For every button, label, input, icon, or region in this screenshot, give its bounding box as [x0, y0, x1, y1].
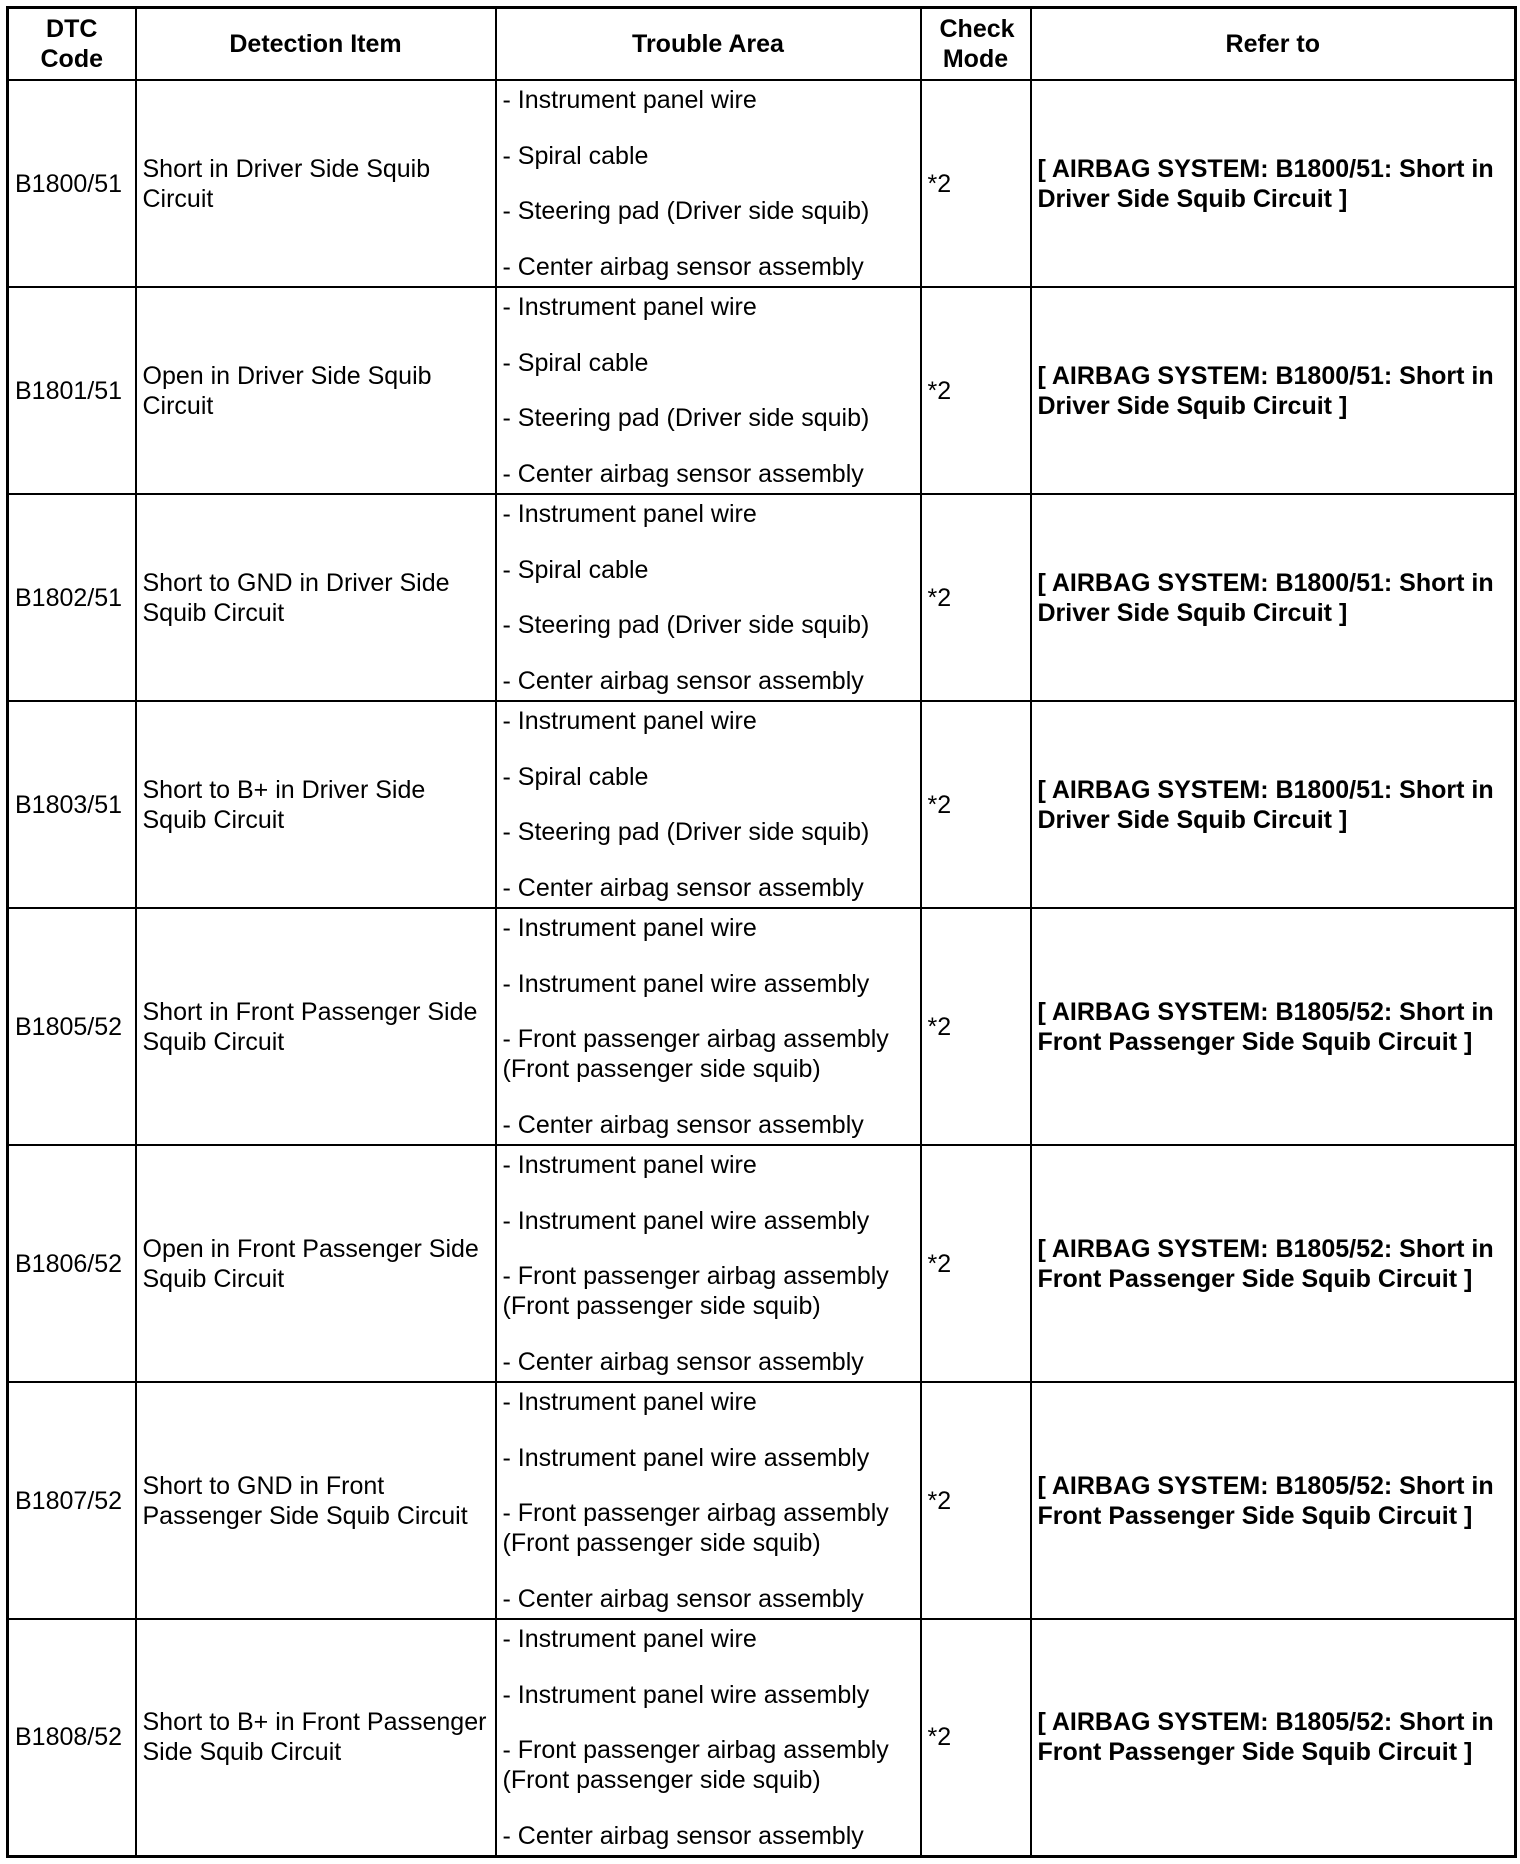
- trouble-area-item: - Front passenger airbag assembly (Front passenger side squib): [502, 1499, 889, 1558]
- trouble-area-item: - Instrument panel wire assembly: [502, 969, 870, 998]
- refer-to-link: [ AIRBAG SYSTEM: B1805/52: Short in Front Passenger Side Squib Circuit ]: [1031, 1619, 1516, 1856]
- trouble-area-item: - Center airbag sensor assembly: [502, 873, 864, 902]
- trouble-area-item: - Spiral cable: [502, 141, 649, 170]
- trouble-area-list: [503, 288, 914, 493]
- trouble-area-list: [503, 1146, 914, 1381]
- trouble-area-list: [503, 702, 914, 907]
- trouble-area-item: - Front passenger airbag assembly (Front passenger side squib): [502, 1262, 889, 1321]
- trouble-area-cell: [496, 80, 921, 287]
- trouble-area-item: - Spiral cable: [502, 762, 649, 791]
- check-mode-cell: *2: [921, 1619, 1031, 1856]
- trouble-area-cell: [496, 494, 921, 701]
- dtc-code-cell: B1802/51: [8, 494, 136, 701]
- refer-to-link: [ AIRBAG SYSTEM: B1800/51: Short in Driver Side Squib Circuit ]: [1031, 80, 1516, 287]
- dtc-code-cell: B1808/52: [8, 1619, 136, 1856]
- trouble-area-cell: [496, 287, 921, 494]
- header-detection-item: Detection Item: [136, 8, 496, 81]
- trouble-area-item: - Instrument panel wire assembly: [502, 1680, 870, 1709]
- refer-to-link: [ AIRBAG SYSTEM: B1805/52: Short in Front Passenger Side Squib Circuit ]: [1031, 1145, 1516, 1382]
- trouble-area-cell: [496, 1382, 921, 1619]
- dtc-code-cell: B1807/52: [8, 1382, 136, 1619]
- trouble-area-cell: [496, 908, 921, 1145]
- trouble-area-item: - Instrument panel wire: [502, 293, 757, 321]
- trouble-area-item: - Instrument panel wire: [502, 1388, 757, 1416]
- table-row: [8, 908, 1516, 1145]
- header-check-mode: Check Mode: [921, 8, 1031, 81]
- header-trouble-area: Trouble Area: [496, 8, 921, 81]
- refer-to-link: [ AIRBAG SYSTEM: B1800/51: Short in Driver Side Squib Circuit ]: [1031, 494, 1516, 701]
- trouble-area-list: [503, 1620, 914, 1855]
- detection-item-cell: Open in Driver Side Squib Circuit: [136, 287, 496, 494]
- check-mode-cell: *2: [921, 1382, 1031, 1619]
- dtc-table: [6, 6, 1517, 1858]
- check-mode-cell: *2: [921, 287, 1031, 494]
- trouble-area-item: - Instrument panel wire: [502, 707, 757, 735]
- detection-item-cell: Open in Front Passenger Side Squib Circuit: [136, 1145, 496, 1382]
- trouble-area-item: - Spiral cable: [502, 555, 649, 584]
- trouble-area-item: - Steering pad (Driver side squib): [502, 611, 870, 640]
- trouble-area-list: [503, 909, 914, 1144]
- trouble-area-item: - Center airbag sensor assembly: [502, 1584, 864, 1613]
- trouble-area-item: - Instrument panel wire assembly: [502, 1206, 870, 1235]
- trouble-area-item: - Front passenger airbag assembly (Front passenger side squib): [502, 1736, 889, 1794]
- trouble-area-cell: [496, 1619, 921, 1856]
- trouble-area-list: [503, 1383, 914, 1618]
- trouble-area-list: [503, 495, 914, 700]
- table-row: [8, 1619, 1516, 1856]
- dtc-code-cell: B1801/51: [8, 287, 136, 494]
- dtc-code-cell: B1800/51: [8, 80, 136, 287]
- check-mode-cell: *2: [921, 701, 1031, 908]
- header-refer-to: Refer to: [1031, 8, 1516, 81]
- refer-to-link: [ AIRBAG SYSTEM: B1800/51: Short in Driver Side Squib Circuit ]: [1031, 287, 1516, 494]
- table-row: [8, 287, 1516, 494]
- trouble-area-item: - Steering pad (Driver side squib): [502, 197, 870, 226]
- table-row: [8, 701, 1516, 908]
- trouble-area-cell: [496, 701, 921, 908]
- table-row: [8, 1145, 1516, 1382]
- trouble-area-item: - Instrument panel wire: [502, 1625, 757, 1653]
- trouble-area-item: - Instrument panel wire: [502, 86, 757, 114]
- refer-to-link: [ AIRBAG SYSTEM: B1800/51: Short in Driver Side Squib Circuit ]: [1031, 701, 1516, 908]
- trouble-area-item: - Center airbag sensor assembly: [502, 252, 864, 281]
- trouble-area-item: - Instrument panel wire: [502, 500, 757, 528]
- detection-item-cell: Short to B+ in Front Passenger Side Squib Circuit: [136, 1619, 496, 1856]
- check-mode-cell: *2: [921, 908, 1031, 1145]
- table-header-row: [8, 8, 1516, 81]
- table-row: [8, 494, 1516, 701]
- refer-to-link: [ AIRBAG SYSTEM: B1805/52: Short in Front Passenger Side Squib Circuit ]: [1031, 908, 1516, 1145]
- refer-to-link: [ AIRBAG SYSTEM: B1805/52: Short in Front Passenger Side Squib Circuit ]: [1031, 1382, 1516, 1619]
- detection-item-cell: Short in Front Passenger Side Squib Circuit: [136, 908, 496, 1145]
- table-body: [8, 80, 1516, 1856]
- trouble-area-item: - Front passenger airbag assembly (Front passenger side squib): [502, 1025, 889, 1084]
- trouble-area-item: - Center airbag sensor assembly: [502, 1110, 864, 1139]
- detection-item-cell: Short to B+ in Driver Side Squib Circuit: [136, 701, 496, 908]
- trouble-area-item: - Center airbag sensor assembly: [502, 459, 864, 488]
- check-mode-cell: *2: [921, 1145, 1031, 1382]
- table-row: [8, 1382, 1516, 1619]
- trouble-area-item: - Instrument panel wire: [502, 914, 757, 942]
- trouble-area-item: - Instrument panel wire: [502, 1151, 757, 1179]
- detection-item-cell: Short in Driver Side Squib Circuit: [136, 80, 496, 287]
- dtc-code-cell: B1803/51: [8, 701, 136, 908]
- detection-item-cell: Short to GND in Driver Side Squib Circuit: [136, 494, 496, 701]
- trouble-area-item: - Center airbag sensor assembly: [502, 1821, 864, 1850]
- trouble-area-item: - Spiral cable: [502, 348, 649, 377]
- trouble-area-item: - Center airbag sensor assembly: [502, 1347, 864, 1376]
- check-mode-cell: *2: [921, 494, 1031, 701]
- detection-item-cell: Short to GND in Front Passenger Side Squib Circuit: [136, 1382, 496, 1619]
- trouble-area-item: - Instrument panel wire assembly: [502, 1443, 870, 1472]
- trouble-area-list: [503, 81, 914, 286]
- table-row: [8, 80, 1516, 287]
- dtc-code-cell: B1805/52: [8, 908, 136, 1145]
- trouble-area-item: - Steering pad (Driver side squib): [502, 818, 870, 847]
- check-mode-cell: *2: [921, 80, 1031, 287]
- trouble-area-cell: [496, 1145, 921, 1382]
- header-dtc-code: DTC Code: [8, 8, 136, 81]
- dtc-table-container: [6, 6, 1514, 1856]
- trouble-area-item: - Steering pad (Driver side squib): [502, 404, 870, 433]
- trouble-area-item: - Center airbag sensor assembly: [502, 666, 864, 695]
- dtc-code-cell: B1806/52: [8, 1145, 136, 1382]
